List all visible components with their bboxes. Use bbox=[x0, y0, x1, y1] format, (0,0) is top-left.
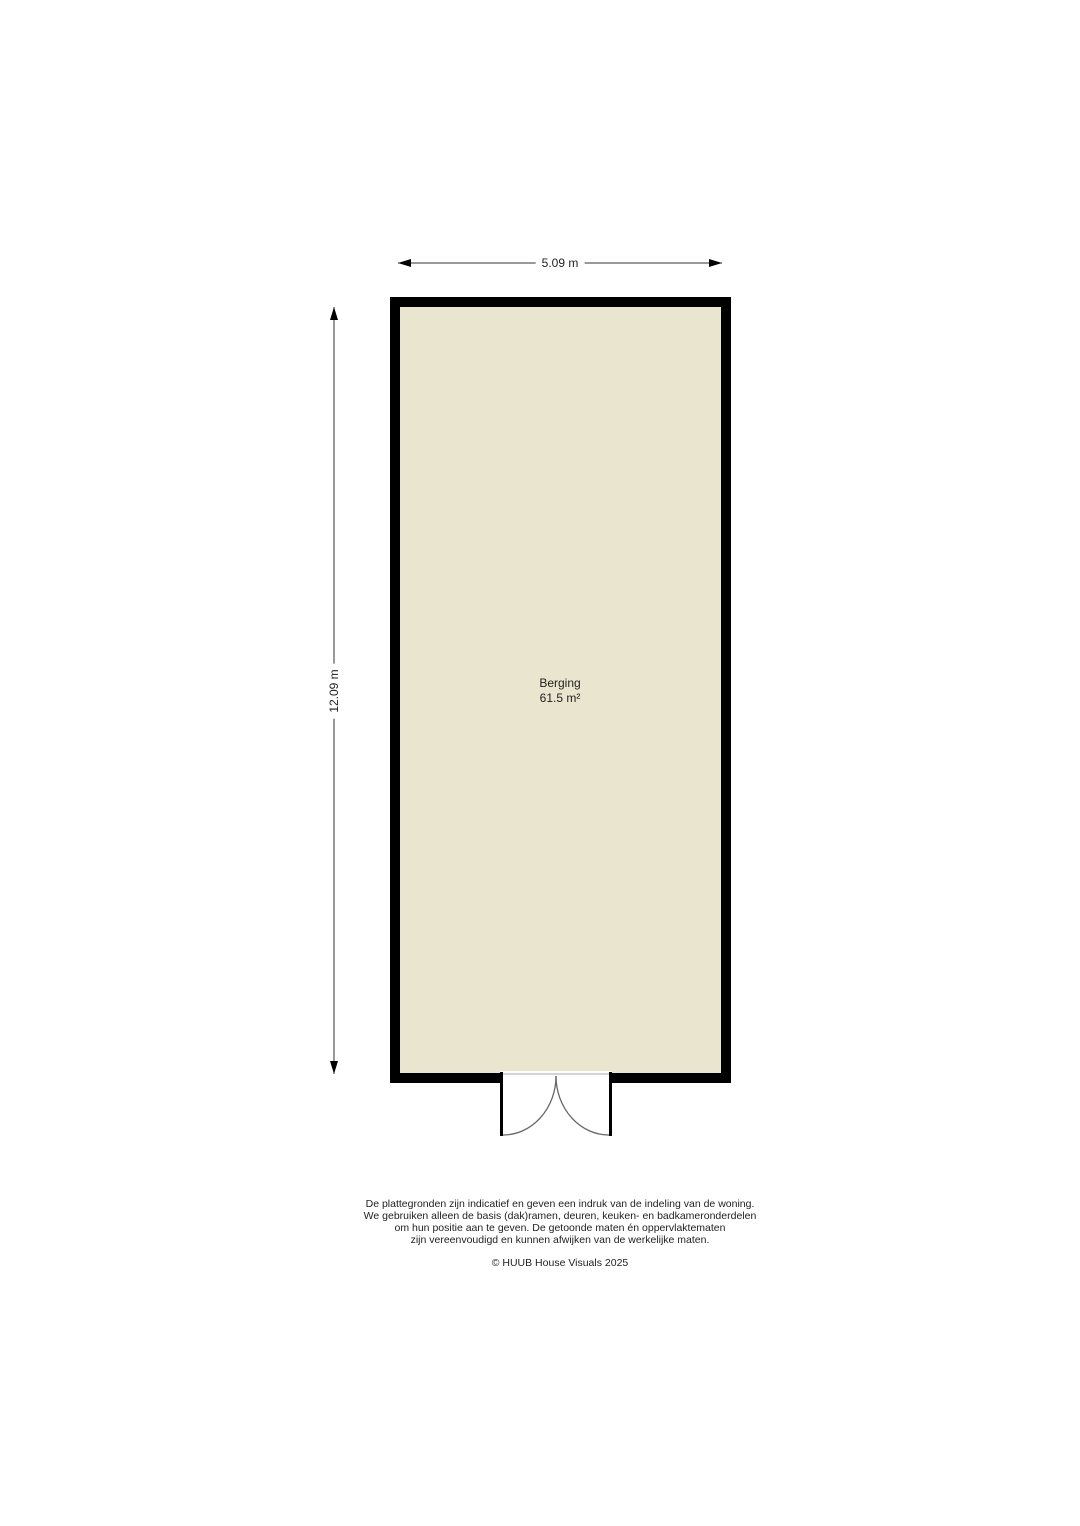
room-label bbox=[539, 676, 580, 706]
disclaimer-line: zijn vereenvoudigd en kunnen afwijken van de werkelijke maten. bbox=[410, 1234, 710, 1246]
dimension-arrow-left-icon bbox=[398, 259, 411, 267]
copyright-notice: © HUUB House Visuals 2025 bbox=[491, 1257, 629, 1269]
room-area-label: 61.5 m² bbox=[539, 691, 581, 705]
dimension-label-height: 12.09 m bbox=[327, 663, 341, 718]
disclaimer-line: De plattegronden zijn indicatief en geven een indruk van de indeling van de woning. bbox=[365, 1198, 755, 1210]
disclaimer-line: We gebruiken alleen de basis (dak)ramen, deuren, keuken- en badkameronderdelen bbox=[363, 1210, 757, 1222]
dimension-label-width: 5.09 m bbox=[536, 256, 585, 270]
dimension-arrow-right-icon bbox=[709, 259, 722, 267]
disclaimer-line: om hun positie aan te geven. De getoonde maten én oppervlaktematen bbox=[394, 1222, 726, 1234]
dimension-arrow-up-icon bbox=[330, 307, 338, 320]
disclaimer bbox=[240, 1198, 880, 1246]
room-name-label: Berging bbox=[539, 676, 581, 690]
dimension-arrow-down-icon bbox=[330, 1061, 338, 1074]
